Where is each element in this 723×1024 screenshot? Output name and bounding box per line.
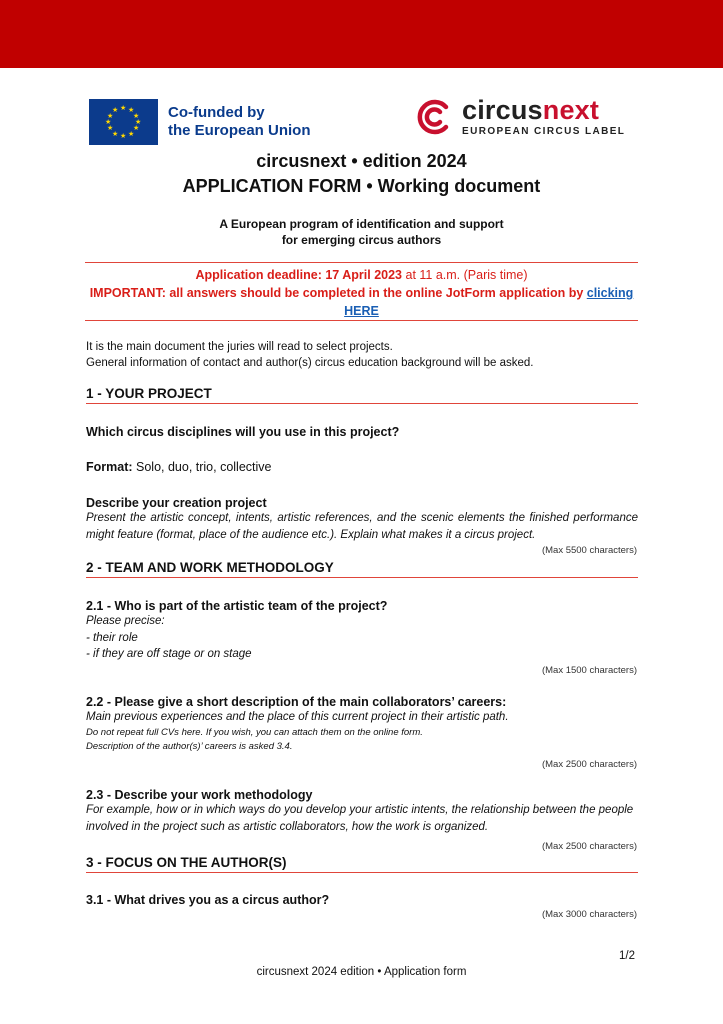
question-2-1: 2.1 - Who is part of the artistic team of the project? Please precise: - their role - if they are off stage or on stage: [86, 599, 388, 660]
question-2-2: 2.2 - Please give a short description of the main collaborators’ careers: Main previous experiences and the place of this current project in their artistic path. Do not repeat full CVs here. If you wish, you can attach them on the online form. Description of the author(s)’ careers is asked 3.4.: [86, 695, 509, 752]
question-creation-project: Describe your creation project Present the artistic concept, intents, artistic references, and the scenic elements the finished performance might feature (format, place of the audience etc.). Explain what makes it a circus project.: [86, 496, 638, 543]
question-format: Format: Solo, duo, trio, collective: [86, 460, 272, 474]
circusnext-wordmark: circusnext: [462, 95, 600, 125]
doc-title-line2: APPLICATION FORM • Working document: [182, 176, 541, 196]
creation-project-help: Present the artistic concept, intents, artistic references, and the scenic elements the finished performance might feature (format, place of the audience etc.). Explain what makes it a circus project.: [86, 512, 638, 541]
doc-subtitle: A European program of identification and support for emerging circus authors: [219, 217, 504, 247]
page-number: 1/2: [619, 950, 635, 962]
notice-bottom-rule: [85, 320, 638, 321]
circusnext-mark-icon: [416, 99, 452, 135]
question-3-1: 3.1 - What drives you as a circus author?: [86, 893, 330, 907]
notice-top-rule: [85, 262, 638, 263]
circusnext-logo: [416, 96, 625, 137]
eu-cofunded-logo: [89, 99, 311, 145]
page-footer: circusnext 2024 edition • Application form: [256, 966, 467, 978]
doc-title-line1: circusnext • edition 2024: [256, 151, 467, 171]
question-disciplines: Which circus disciplines will you use in this project?: [86, 425, 400, 439]
eu-logo-line2: the European Union: [168, 122, 311, 139]
max-chars-1500: (Max 1500 characters): [541, 665, 637, 676]
section-3-heading: 3 - FOCUS ON THE AUTHOR(S): [86, 855, 638, 873]
eu-flag-icon: ★ ★ ★ ★ ★ ★ ★ ★ ★ ★ ★ ★: [89, 99, 158, 145]
max-chars-3000: (Max 3000 characters): [541, 909, 637, 920]
top-red-banner: [0, 0, 723, 68]
circusnext-tagline: EUROPEAN CIRCUS LABEL: [462, 126, 626, 137]
intro-text: It is the main document the juries will read to select projects. General information of contact and author(s) circus education background will be asked.: [86, 341, 534, 369]
section-2-heading: 2 - TEAM AND WORK METHODOLOGY: [86, 560, 638, 578]
max-chars-2500-b: (Max 2500 characters): [541, 841, 637, 852]
section-1-heading: 1 - YOUR PROJECT: [86, 386, 638, 404]
question-2-3: 2.3 - Describe your work methodology For example, how or in which ways do you develop your artistic intents, the relationship between the people involved in the project such as artistic collaborators, how the work is organized.: [86, 788, 634, 833]
eu-logo-line1: Co-funded by: [168, 104, 265, 121]
jotform-link[interactable]: clicking HERE: [344, 286, 634, 318]
max-chars-5500: (Max 5500 characters): [541, 545, 637, 556]
max-chars-2500-a: (Max 2500 characters): [541, 759, 637, 770]
deadline-notice: Application deadline: 17 April 2023 at 11 a.m. (Paris time) IMPORTANT: all answers should be completed in the online JotForm application by clicking HERE: [89, 268, 634, 318]
